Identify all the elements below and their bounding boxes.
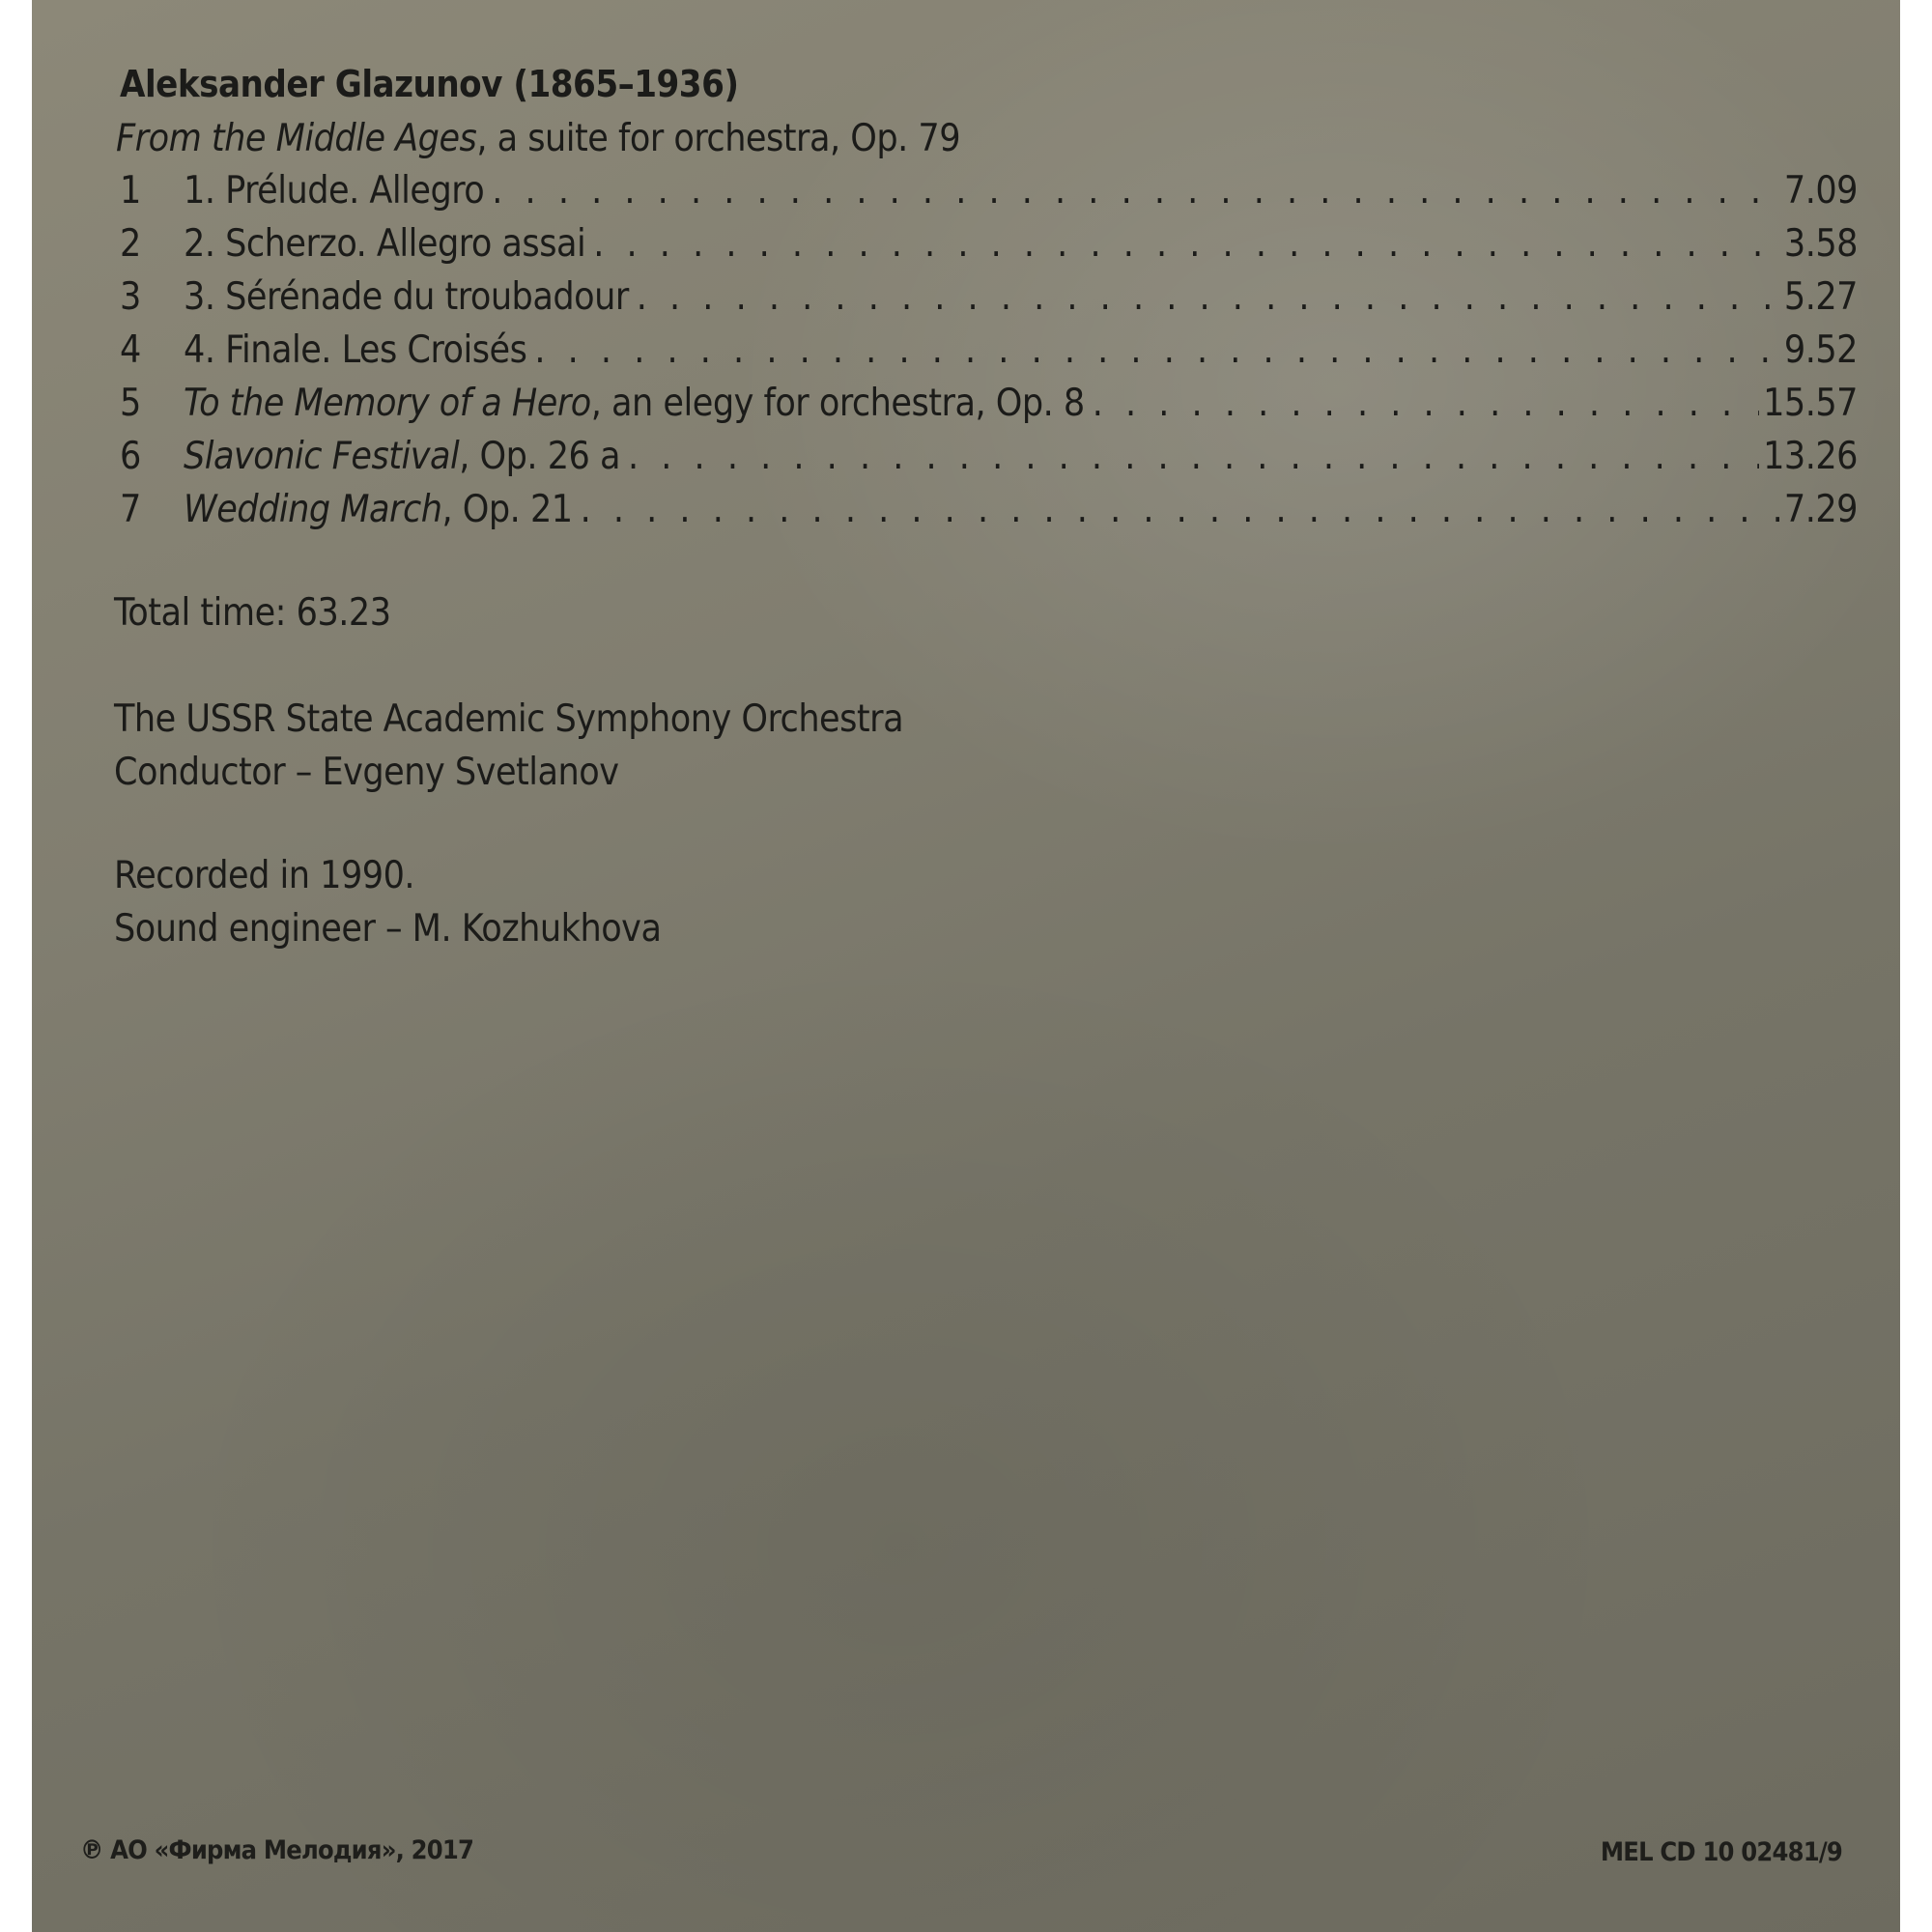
track-number: 6 [120, 435, 141, 478]
track-title-italic: Wedding March [184, 488, 442, 531]
track-duration: 3.58 [1783, 222, 1858, 266]
track-row [114, 270, 1858, 324]
dot-leader [492, 164, 1780, 217]
track-title-text: , Op. 26 a [459, 435, 620, 478]
work-title-rest: , a suite for orchestra, Op. 79 [476, 117, 961, 160]
track-number: 1 [120, 169, 141, 213]
track-entry [184, 430, 1858, 483]
track-listing [114, 60, 1858, 955]
track-row [114, 430, 1858, 483]
track-list [114, 164, 1858, 536]
orchestra-name: The USSR State Academic Symphony Orchestra [114, 697, 904, 741]
track-title [184, 483, 573, 536]
track-row [114, 217, 1858, 270]
work-title-italic: From the Middle Ages [116, 117, 477, 160]
track-row [114, 324, 1858, 377]
recording-info [114, 849, 1858, 955]
track-title-text: , Op. 21 [441, 488, 573, 531]
track-duration: 9.52 [1783, 328, 1858, 372]
track-title-text: 3. Sérénade du troubadour [184, 275, 629, 319]
recording-year: Recorded in 1990. [114, 854, 415, 897]
track-entry [184, 483, 1858, 536]
track-title [184, 164, 484, 217]
track-title-text: 4. Finale. Les Croisés [184, 328, 527, 372]
dot-leader [628, 430, 1759, 483]
track-number: 3 [120, 275, 141, 319]
track-duration: 13.26 [1763, 435, 1858, 478]
track-title [184, 377, 1085, 430]
copyright-notice: ℗ АО «Фирма Мелодия», 2017 [80, 1835, 474, 1865]
composer-heading: Aleksander Glazunov (1865–1936) [120, 63, 739, 105]
track-number: 7 [120, 488, 141, 531]
dot-leader [581, 483, 1780, 536]
track-duration: 7.09 [1783, 169, 1858, 213]
conductor-name: Conductor – Evgeny Svetlanov [114, 751, 619, 794]
track-number: 5 [120, 382, 141, 425]
track-title [184, 217, 585, 270]
track-title [184, 324, 526, 377]
track-title-text: 2. Scherzo. Allegro assai [184, 222, 586, 266]
track-entry [184, 270, 1858, 324]
track-title-italic: To the Memory of a Hero [184, 382, 591, 425]
track-row [114, 483, 1858, 536]
track-duration: 15.57 [1763, 382, 1858, 425]
track-entry [184, 324, 1858, 377]
track-duration: 7.29 [1783, 488, 1858, 531]
track-entry [184, 217, 1858, 270]
track-number: 4 [120, 328, 141, 372]
track-title [184, 430, 620, 483]
track-row [114, 164, 1858, 217]
track-number: 2 [120, 222, 141, 266]
total-time: Total time: 63.23 [114, 591, 391, 635]
track-title-text: 1. Prélude. Allegro [184, 169, 485, 213]
dot-leader [637, 270, 1780, 324]
performer-credits [114, 693, 1858, 799]
dot-leader [534, 324, 1780, 377]
track-title [184, 270, 629, 324]
catalog-number: MEL CD 10 02481/9 [1600, 1837, 1842, 1867]
track-entry [184, 377, 1858, 430]
track-duration: 5.27 [1783, 275, 1858, 319]
booklet-page [32, 0, 1900, 1932]
dot-leader [593, 217, 1780, 270]
track-entry [184, 164, 1858, 217]
work-title [116, 114, 1858, 164]
sound-engineer: Sound engineer – M. Kozhukhova [114, 907, 662, 951]
track-row [114, 377, 1858, 430]
track-title-italic: Slavonic Festival [184, 435, 460, 478]
dot-leader [1093, 377, 1759, 430]
track-title-text: , an elegy for orchestra, Op. 8 [590, 382, 1085, 425]
